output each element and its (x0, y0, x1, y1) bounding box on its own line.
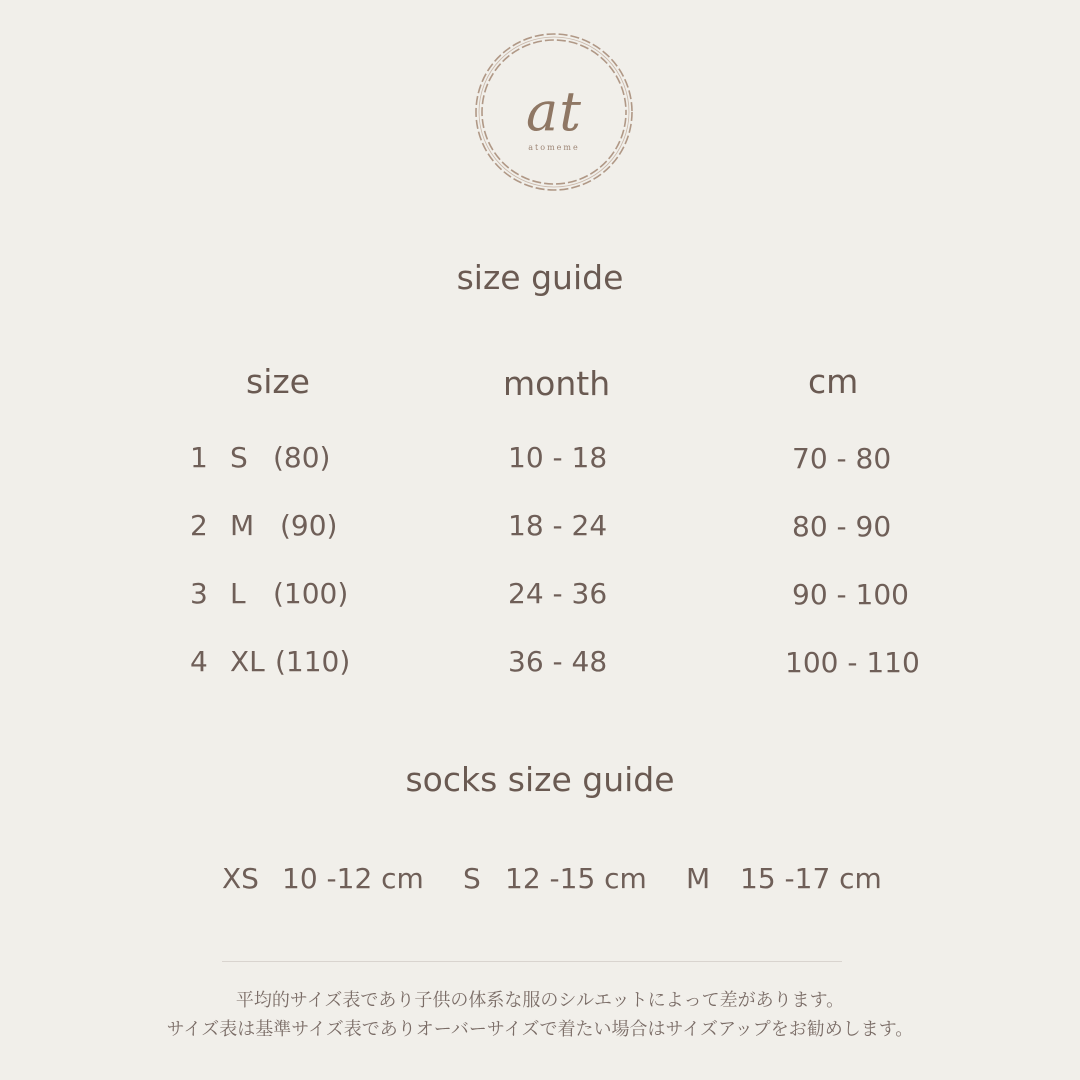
socks-size-m: M (686, 862, 711, 895)
socks-range-s: 12 -15 cm (505, 862, 647, 895)
row-month: 10 - 18 (508, 441, 608, 474)
row-month: 24 - 36 (508, 577, 608, 610)
row-number: 2 (190, 509, 208, 542)
brand-logo (470, 28, 638, 196)
row-size: M (230, 509, 255, 542)
row-size: S (230, 441, 248, 474)
row-number: 1 (190, 441, 208, 474)
socks-size-s: S (463, 862, 481, 895)
socks-range-m: 15 -17 cm (740, 862, 882, 895)
header-cm: cm (808, 362, 859, 401)
row-size-label: (100) (273, 577, 349, 610)
header-size: size (246, 362, 310, 401)
row-month: 36 - 48 (508, 645, 608, 678)
row-size-label: (110) (275, 645, 351, 678)
row-size-label: (90) (280, 509, 338, 542)
logo-mark: at (526, 80, 582, 143)
socks-size-xs: XS (222, 862, 259, 895)
socks-guide-title: socks size guide (405, 760, 675, 799)
row-month: 18 - 24 (508, 509, 608, 542)
divider (222, 961, 842, 962)
row-size: XL (230, 645, 265, 678)
row-number: 4 (190, 645, 208, 678)
row-size: L (230, 577, 246, 610)
header-month: month (503, 364, 611, 403)
note-line-1: 平均的サイズ表であり子供の体系な服のシルエットによって差があります。 (235, 990, 845, 1011)
row-size-label: (80) (273, 441, 331, 474)
row-cm: 70 - 80 (792, 442, 892, 475)
row-cm: 100 - 110 (785, 646, 920, 679)
size-guide-title: size guide (456, 258, 624, 297)
row-cm: 80 - 90 (792, 510, 892, 543)
logo-name: atomeme (528, 143, 580, 152)
note-line-2: サイズ表は基準サイズ表でありオーバーサイズで着たい場合はサイズアップをお勧めします。 (166, 1019, 914, 1040)
socks-range-xs: 10 -12 cm (282, 862, 424, 895)
row-number: 3 (190, 577, 208, 610)
row-cm: 90 - 100 (792, 578, 909, 611)
